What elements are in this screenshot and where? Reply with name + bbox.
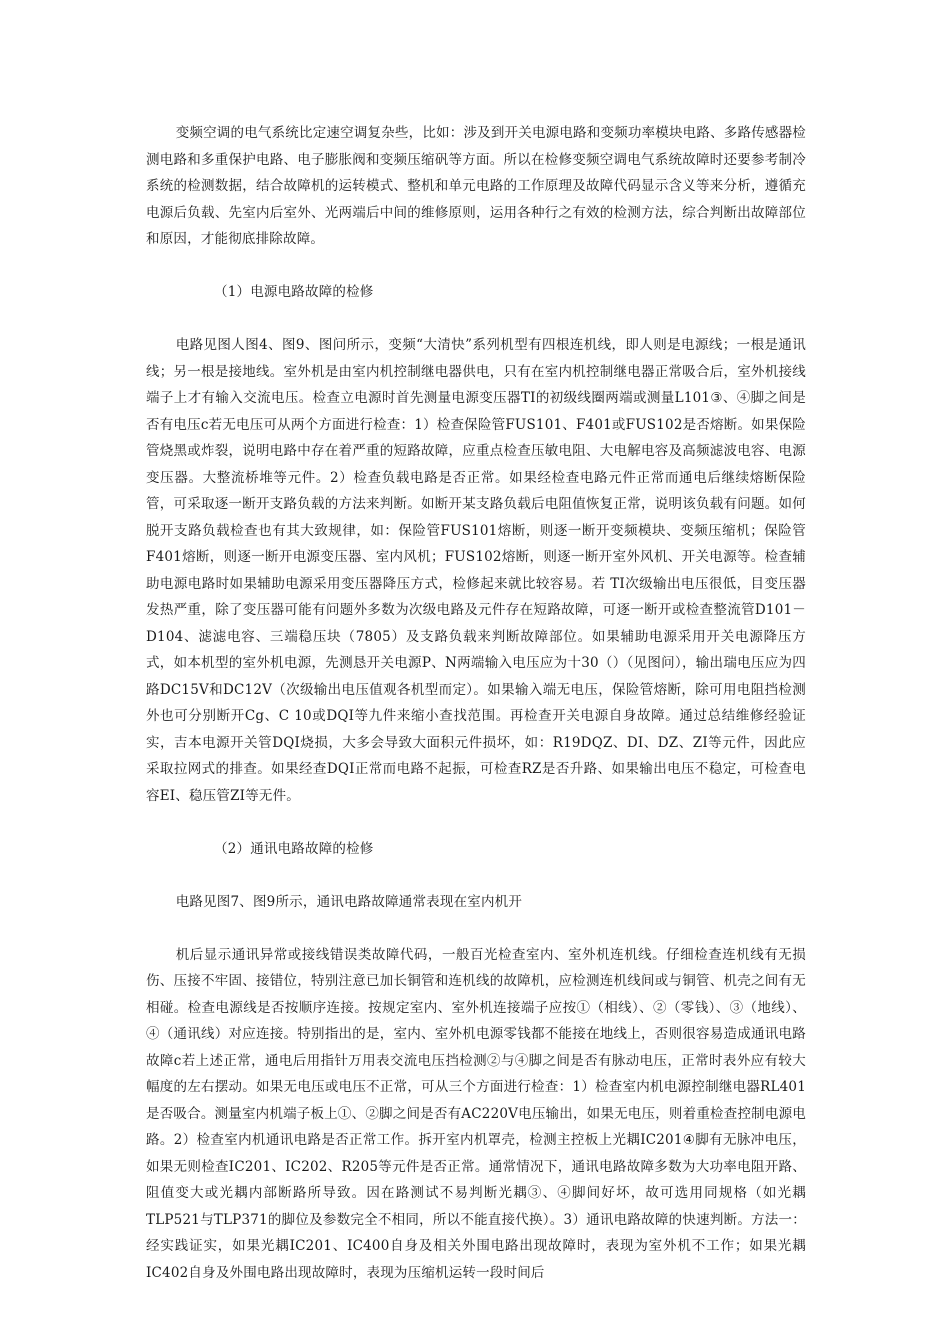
spacer bbox=[146, 809, 806, 836]
spacer bbox=[146, 862, 806, 889]
section2-heading: （2）通讯电路故障的检修 bbox=[214, 840, 374, 857]
spacer bbox=[146, 915, 806, 942]
document-page bbox=[146, 120, 806, 1286]
section2-intro-paragraph: 电路见图7、图9所示，通讯电路故障通常表现在室内机开 bbox=[175, 893, 523, 910]
intro-paragraph: 变频空调的电气系统比定速空调复杂些，比如：涉及到开关电源电路和变频功率模块电路、多路传感器检测电路和多重保护电路、电子膨胀阀和变频压缩矾等方面。所以在检修变频空调电气系统故障时还要参考制冷系统的检测数据，结合故障机的运转模式、整机和单元电路的工作原理及故障代码显示含义等来分析，遵循充电源后负载、先室内后室外、光两端后中间的维修原则，运用各种行之有效的检测方法，综合判断出故障部位和原因，才能彻底排除故障。 bbox=[146, 125, 806, 247]
section1-heading: （1）电源电路故障的检修 bbox=[214, 284, 374, 300]
spacer bbox=[146, 253, 806, 280]
spacer bbox=[146, 306, 806, 333]
section2-paragraph: 机后显示通讯异常或接线错误类故障代码，一般百光检查室内、室外机连机线。仔细检查连机线有无损伤、压接不牢固、接错位，特别注意已加长铜管和连机线的故障机，应检测连机线间或与铜管、机壳之间有无相碰。检查电源线是否按顺序连接。按规定室内、室外机连接端子应按①（相线）、②（零钱）、③（地线）、④（通讯线）对应连接。特别指出的是，室内、室外机电源零钱都不能接在地线上，否则很容易造成通讯电路故障c若上述正常，通电后用指针万用表交流电压挡检测②与④脚之间是否有脉动电压，正常时表外应有较大幅度的左右摆动。如果无电压或电压不正常，可从三个方面进行检查：1）检查室内机电源控制继电器RL401是否吸合。测量室内机端子板上①、②脚之间是否有AC220V电压输出，如果无电压，则着重检查控制电源电路。2）检查室内机通讯电路是否正常工作。拆开室内机罩壳，检测主控板上光耦IC201④脚有无脉冲电压，如果无则检查IC201、IC202、R205等元件是否正常。通常情况下，通讯电路故障多数为大功率电阻开路、阻值变大或光耦内部断路所导致。因在路测试不易判断光耦③、④脚间好坏，故可选用同规格（如光耦TLP521与TLP371的脚位及参数完全不相同，所以不能直接代换）。3）通讯电路故障的快速判断。方法一：经实践证实，如果光耦IC201、IC400自身及相关外围电路出现故障时，表现为室外机不工作；如果光耦IC402自身及外围电路出现故障时，表现为压缩机运转一段时间后 bbox=[146, 946, 806, 1281]
section1-paragraph: 电路见图人图4、图9、图问所示，变频“大清快”系列机型有四根连机线，即人则是电源线；一根是通讯线；另一根是接地线。室外机是由室内机控制继电器供电，只有在室内机控制继电器正常吸合后，室外机接线端子上才有输入交流电压。检查立电源时首先测量电源变压器TI的初级线圈两端或测量L101③、④脚之间是否有电压c若无电压可从两个方面进行检查：1）检查保险管FUS101、F401或FUS102是否熔断。如果保险管烧黑或炸裂，说明电路中存在着严重的短路故障，应重点检查压敏电阻、大电解电容及高频滤波电容、电源变压器。大整流桥堆等元件。2）检查负载电路是否正常。如果经检查电路元件正常而通电后继续熔断保险管，可采取逐一断开支路负载的方法来判断。如断开某支路负载后电阻值恢复正常，说明该负载有问题。如何脱开支路负载检查也有其大致规律，如：保险管FUS101熔断，则逐一断开变频模块、变频压缩机；保险管F401熔断，则逐一断开电源变压器、室内风机；FUS102熔断，则逐一断开室外风机、开关电源等。检查辅助电源电路时如果辅助电源采用变压器降压方式，检修起来就比较容易。若 TI次级输出电压很低，目变压器发热严重，除了变压器可能有问题外多数为次级电路及元件存在短路故障，可逐一断开或检查整流管D101－D104、滤滤电容、三端稳压块（7805）及支路负载来判断故障部位。如果辅助电源采用开关电源降压方式，如本机型的室外机电源，先测恳开关电源P、N两端输入电压应为十30（）（见图问），输出瑞电压应为四路DC15V和DC12V（次级输出电压值观各机型而定）。如果输入端无电压，保险管熔断，除可用电阻挡检测外也可分别断开Cg、C 10或DQI等九件来缩小查找范围。再检查开关电源自身故障。通过总结维修经验证实，吉本电源开关管DQI烧损，大多会导致大面积元件损坏，如：R19DQZ、DI、DZ、ZI等元件，因此应采取拉网式的排查。如果经查DQI正常而电路不起振，可检查RZ是否升路、如果输出电压不稳定，可检查电容EI、稳压管ZI等无件。 bbox=[146, 337, 806, 804]
